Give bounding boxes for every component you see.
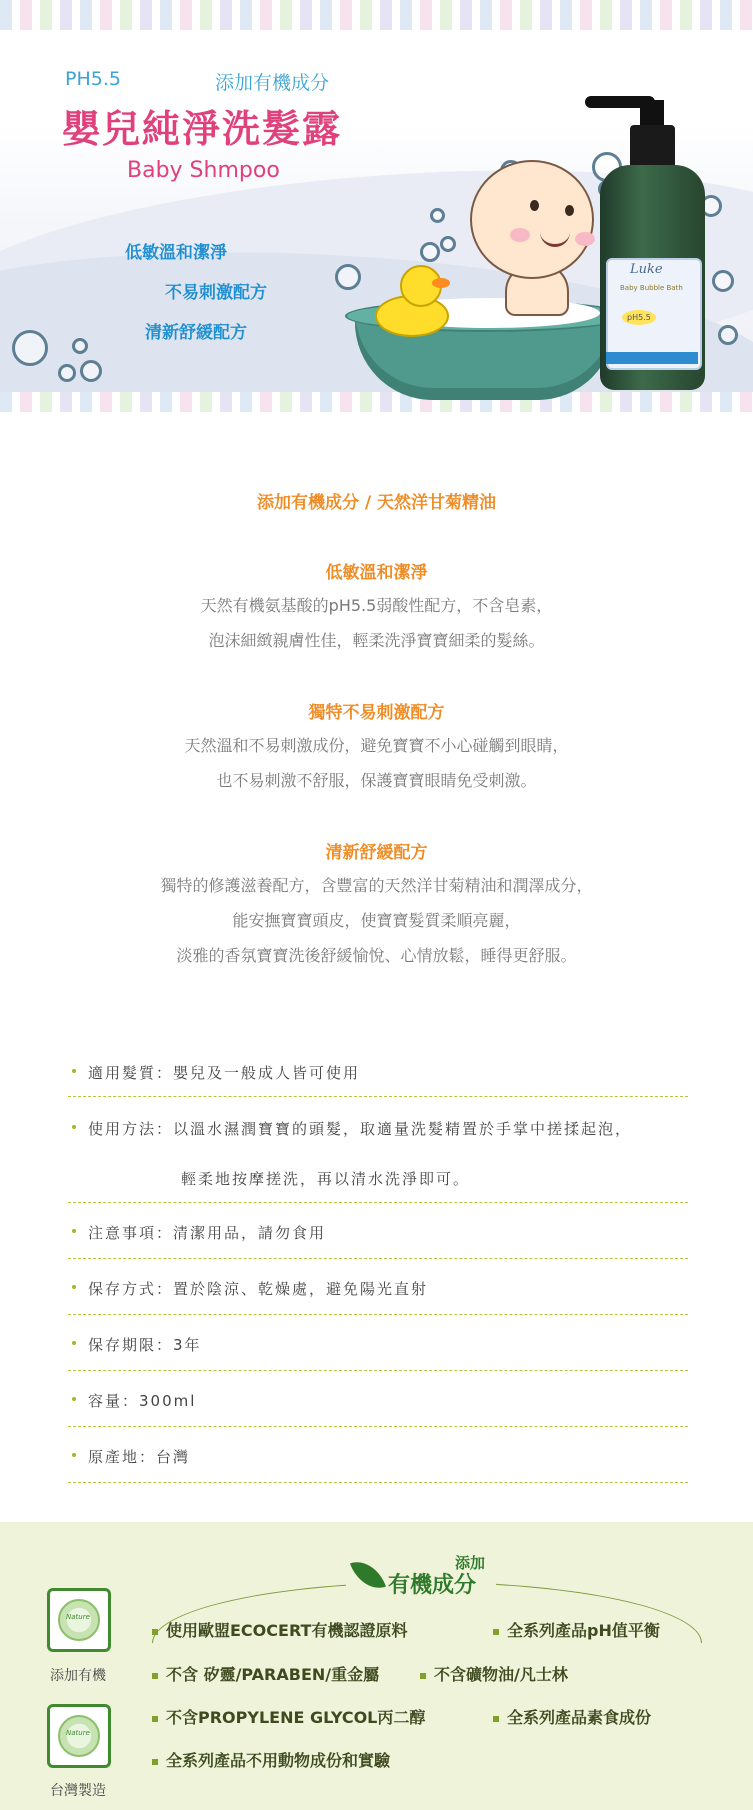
spec-row — [68, 1314, 688, 1371]
section-title: 低敏溫和潔淨 — [325, 563, 428, 583]
section-text: 淡雅的香氛寶寶洗後舒緩愉悅、心情放鬆，睡得更舒服。 — [176, 946, 577, 965]
bullet-icon — [72, 1397, 76, 1401]
section-text: 泡沫細緻親膚性佳，輕柔洗淨寶寶細柔的髮絲。 — [208, 631, 545, 650]
organic-feature — [152, 1662, 379, 1685]
spec-text: 保存方式：置於陰涼、乾燥處，避免陽光直射 — [88, 1280, 429, 1298]
bubble-icon — [430, 208, 445, 223]
organic-add-label: 添加 — [455, 1554, 486, 1572]
ph-label: PH5.5 — [65, 68, 121, 90]
bullet-icon — [72, 1285, 76, 1289]
spec-row — [68, 1096, 688, 1203]
bullet-icon — [72, 1453, 76, 1457]
organic-feature — [493, 1705, 651, 1728]
spec-row — [68, 1258, 688, 1315]
square-bullet-icon — [420, 1673, 426, 1679]
certified-organic-badge-icon — [47, 1704, 111, 1768]
bullet-icon — [72, 1229, 76, 1233]
organic-feature — [420, 1662, 568, 1685]
feature-text: 不含 矽靈/PARABEN/重金屬 — [166, 1665, 380, 1684]
section-text: 也不易刺激不舒服，保護寶寶眼睛免受刺激。 — [216, 771, 537, 790]
organic-feature — [152, 1705, 425, 1728]
organic-label: 添加有機成分 — [215, 72, 330, 94]
baby-cheek — [510, 228, 530, 242]
hero-feature: 低敏溫和潔淨 — [125, 243, 227, 263]
certified-organic-badge-icon — [47, 1588, 111, 1652]
square-bullet-icon — [152, 1759, 158, 1765]
bullet-icon — [72, 1341, 76, 1345]
feature-text: 全系列產品pH值平衡 — [507, 1621, 660, 1640]
spec-text: 適用髮質：嬰兒及一般成人皆可使用 — [88, 1064, 361, 1082]
feature-text: 使用歐盟ECOCERT有機認證原料 — [166, 1621, 408, 1640]
bottle-label-band — [606, 352, 698, 364]
badge-caption: 台灣製造 — [50, 1783, 106, 1799]
bubble-icon — [718, 325, 738, 345]
section-title: 清新舒緩配方 — [325, 843, 428, 863]
bottle-ph-badge: pH5.5 — [622, 310, 656, 325]
top-stripe-border — [0, 0, 753, 30]
section-text: 天然有機氨基酸的pH5.5弱酸性配方，不含皂素， — [200, 596, 553, 615]
bottom-stripe-border — [0, 392, 753, 412]
duck-beak — [432, 278, 450, 288]
bottle-pump — [640, 100, 664, 128]
baby-eye — [530, 200, 539, 211]
spec-row — [68, 1370, 688, 1427]
bottle-sub-label: Baby Bubble Bath — [620, 284, 683, 292]
bullet-icon — [72, 1069, 76, 1073]
spec-text: 注意事項：清潔用品，請勿食用 — [88, 1224, 327, 1242]
square-bullet-icon — [152, 1629, 158, 1635]
spec-text: 容量：300ml — [88, 1392, 197, 1410]
square-bullet-icon — [493, 1629, 499, 1635]
badge-caption: 添加有機 — [50, 1668, 106, 1684]
spec-row — [68, 1426, 688, 1483]
bottle-brand: Luke — [630, 262, 663, 277]
baby-eye — [565, 205, 574, 216]
section-title: 獨特不易刺激配方 — [308, 703, 445, 723]
organic-feature — [152, 1618, 407, 1641]
badge-logo-text: Nature — [66, 1613, 90, 1621]
baby-cheek — [575, 232, 595, 246]
square-bullet-icon — [152, 1716, 158, 1722]
feature-text: 全系列產品不用動物成份和實驗 — [166, 1751, 391, 1770]
bullet-icon — [72, 1125, 76, 1129]
spec-text: 使用方法：以溫水濕潤寶寶的頭髮，取適量洗髮精置於手掌中搓揉起泡， — [88, 1120, 633, 1138]
bubble-icon — [440, 236, 456, 252]
feature-text: 全系列產品素食成份 — [507, 1708, 652, 1727]
square-bullet-icon — [493, 1716, 499, 1722]
product-title: 嬰兒純淨洗髮露 — [62, 107, 343, 151]
section-text: 天然溫和不易刺激成份，避免寶寶不小心碰觸到眼睛， — [184, 736, 569, 755]
bubble-icon — [420, 242, 440, 262]
square-bullet-icon — [152, 1673, 158, 1679]
feature-text: 不含PROPYLENE GLYCOL丙二醇 — [166, 1708, 426, 1727]
bubble-icon — [58, 364, 76, 382]
badge-logo-text: Nature — [66, 1729, 90, 1737]
product-subtitle: Baby Shmpoo — [127, 158, 280, 183]
bubble-icon — [335, 264, 361, 290]
baby-illustration — [470, 160, 594, 279]
bubble-icon — [712, 270, 734, 292]
bubble-icon — [72, 338, 88, 354]
bubble-icon — [80, 360, 102, 382]
feature-text: 不含礦物油/凡士林 — [434, 1665, 568, 1684]
spec-row — [68, 1050, 688, 1097]
description-headline: 添加有機成分 / 天然洋甘菊精油 — [256, 493, 497, 513]
organic-feature — [152, 1748, 390, 1771]
bubble-icon — [12, 330, 48, 366]
spec-text-continuation: 輕柔地按摩搓洗，再以清水洗淨即可。 — [181, 1170, 471, 1188]
spec-text: 保存期限：3年 — [88, 1336, 202, 1354]
section-text: 獨特的修護滋養配方，含豐富的天然洋甘菊精油和潤澤成分， — [160, 876, 593, 895]
organic-feature — [493, 1618, 660, 1641]
hero-feature: 不易刺激配方 — [165, 283, 267, 303]
hero-feature: 清新舒緩配方 — [145, 323, 247, 343]
section-text: 能安撫寶寶頭皮，使寶寶髮質柔順亮麗， — [232, 911, 521, 930]
spec-row — [68, 1202, 688, 1259]
organic-heading: 有機成分 — [388, 1573, 477, 1598]
spec-text: 原產地：台灣 — [88, 1448, 191, 1466]
